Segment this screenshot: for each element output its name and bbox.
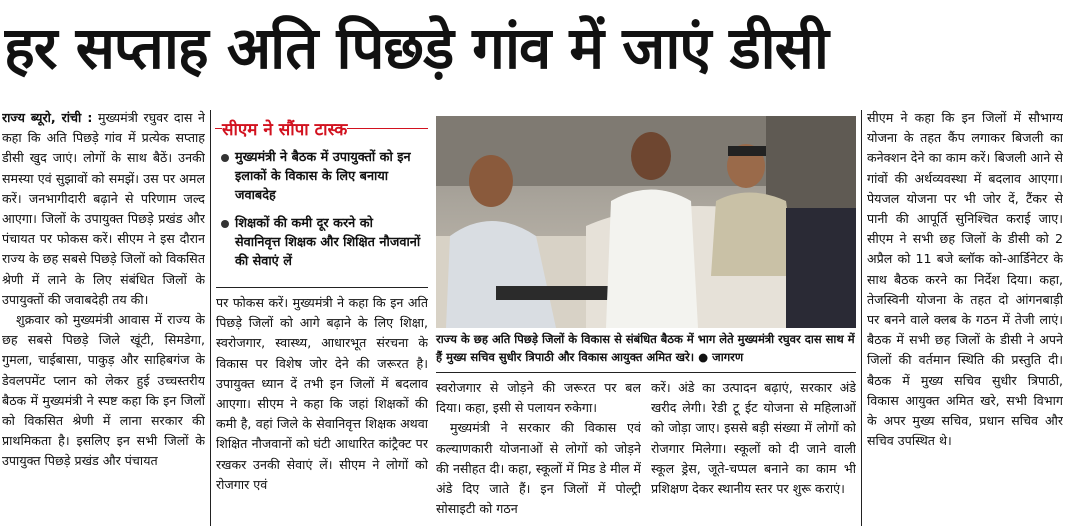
meeting-photo-illustration xyxy=(436,116,856,328)
box-bottom-rule xyxy=(216,287,428,288)
column3-paragraph-2: मुख्यमंत्री ने सरकार की विकास एवं कल्याणकारी योजनाओं से लोगों को जोड़ने की नसीहत दी। कहा, स्कूलों में मिड डे मील में अंडे दिए जाते हैं। इन जिलों में पोल्ट्री सोसाइटी को गठन xyxy=(436,420,641,517)
column1-paragraph-2: शुक्रवार को मुख्यमंत्री आवास में राज्य के छह सबसे पिछड़े जिले खूंटी, सिमडेगा, गुमला, चाईबासा, पाकुड़ और साहिबगंज के डेवलपमेंट प्लान को लेकर हुई उच्चस्तरीय बैठक में मुख्यमंत्री ने स्पष्ट कहा कि इन जिलों को विकसित श्रेणी में लाना सरकार की प्राथमिकता है। इसलिए इन सभी जिलों के उपायुक्त पिछड़े प्रखंड और पंचायत xyxy=(2,312,205,469)
box-bullet-text: मुख्यमंत्री ने बैठक में उपायुक्तों को इन इलाकों के विकास के लिए बनाया जवाबदेह xyxy=(235,150,411,203)
photo-caption xyxy=(436,330,856,366)
article-column-2 xyxy=(216,293,428,528)
photo-caption-text: राज्य के छह अति पिछड़े जिलों के विकास से संबंधित बैठक में भाग लेते मुख्यमंत्री रघुवर दास साथ में हैं मुख्य सचिव सुधीर त्रिपाठी और विकास आयुक्त अमित खरे। xyxy=(436,332,855,364)
column-divider xyxy=(861,110,862,526)
column5-paragraph-1: सीएम ने कहा कि इन जिलों में सौभाग्य योजना के तहत कैंप लगाकर बिजली का कनेक्शन देने का काम करें। बिजली आने से गांवों की अर्थव्यवस्था में बदलाव आएगा। पेयजल योजना पर भी जोर दें, टैंकर से पानी की आपूर्ति सुनिश्चित कराई जाए। सीएम ने सभी छह जिलों के डीसी को 2 अप्रैल को 11 बजे ब्लॉक को-आर्डिनेटर के साथ बैठक करने का निर्देश दिया। कहा, तेजस्विनी योजना के तहत दो आंगनबाड़ी पर बनने वाले क्लब के गठन में तेजी लाएं। बैठक में सभी छह जिलों के डीसी ने अपने जिलों की वर्तमान स्थिति की प्रस्तुति दी। बैठक में मुख्य सचिव सुधीर त्रिपाठी, विकास आयुक्त अमित खरे, सभी विभाग के अपर मुख्य सचिव, प्रधान सचिव और सचिव उपस्थित थे। xyxy=(867,110,1063,449)
box-bullet-1 xyxy=(221,148,421,205)
box-title: सीएम ने सौंपा टास्क xyxy=(222,120,348,140)
meeting-photo xyxy=(436,116,856,328)
bullet-icon xyxy=(221,220,229,228)
photo-credit: ● जागरण xyxy=(698,350,744,364)
column4-paragraph-1: करें। अंडे का उत्पादन बढ़ाएं, सरकार अंडे खरीद लेगी। रेडी टू ईट योजना से महिलाओं को जोड़ा जाए। इससे बड़ी संख्या में लोगों को रोजगार मिलेगा। स्कूलों को दी जाने वाली स्कूल ड्रेस, जूते-चप्पल बनाने का काम भी प्रशिक्षण देकर स्थानीय स्तर पर शुरू कराएं। xyxy=(651,380,856,497)
article-column-1 xyxy=(2,108,205,528)
box-bullet-text: शिक्षकों की कमी दूर करने को सेवानिवृत्त शिक्षक और शिक्षित नौजवानों की सेवाएं लें xyxy=(235,216,421,269)
column-divider xyxy=(210,110,211,526)
article-column-4 xyxy=(651,378,856,528)
box-bullet-2 xyxy=(221,214,421,271)
column1-paragraph-1: मुख्यमंत्री रघुवर दास ने कहा कि अति पिछड़े गांव में प्रत्येक सप्ताह डीसी खुद जाएं। लोगों के साथ बैठें। उनकी समस्या एवं सुझावों को समझें। उस पर अमल करें। जनभागीदारी बढ़ाने से परिणाम जल्द आएगा। जिलों के उपायुक्त पिछड़े प्रखंड और पंचायत पर फोकस करें। सीएम ने इस दौरान राज्य के छह सबसे पिछड़े जिलों को विकसित श्रेणी में लाने के लिए संबंधित जिलों के उपायुक्तों की जवाबदेही तय की। xyxy=(2,110,205,307)
headline: हर सप्ताह अति पिछड़े गांव में जाएं डीसी xyxy=(4,14,828,82)
article-column-5 xyxy=(867,108,1063,480)
article-column-3 xyxy=(436,378,641,528)
bullet-icon xyxy=(221,154,229,162)
column3-paragraph-1: स्वरोजगार से जोड़ने की जरूरत पर बल दिया। कहा, इसी से पलायन रुकेगा। xyxy=(436,380,641,416)
byline: राज्य ब्यूरो, रांची : xyxy=(2,110,93,125)
caption-bottom-rule xyxy=(436,372,856,373)
column2-paragraph-1: पर फोकस करें। मुख्यमंत्री ने कहा कि इन अति पिछड़े जिलों को आगे बढ़ाने के लिए शिक्षा, स्वरोजगार, स्वास्थ्य, आधारभूत संरचना के विकास पर विशेष जोर देने की जरूरत है। उपायुक्त ध्यान दें तभी इन जिलों में बदलाव आएगा। सीएम ने कहा कि जहां शिक्षकों की कमी है, वहां जिले के सेवानिवृत्त शिक्षक अथवा शिक्षित नौजवानों को घंटी आधारित कांट्रैक्ट पर रखकर उनकी सेवाएं लें। सीएम ने लोगों को रोजगार एवं xyxy=(216,295,428,492)
